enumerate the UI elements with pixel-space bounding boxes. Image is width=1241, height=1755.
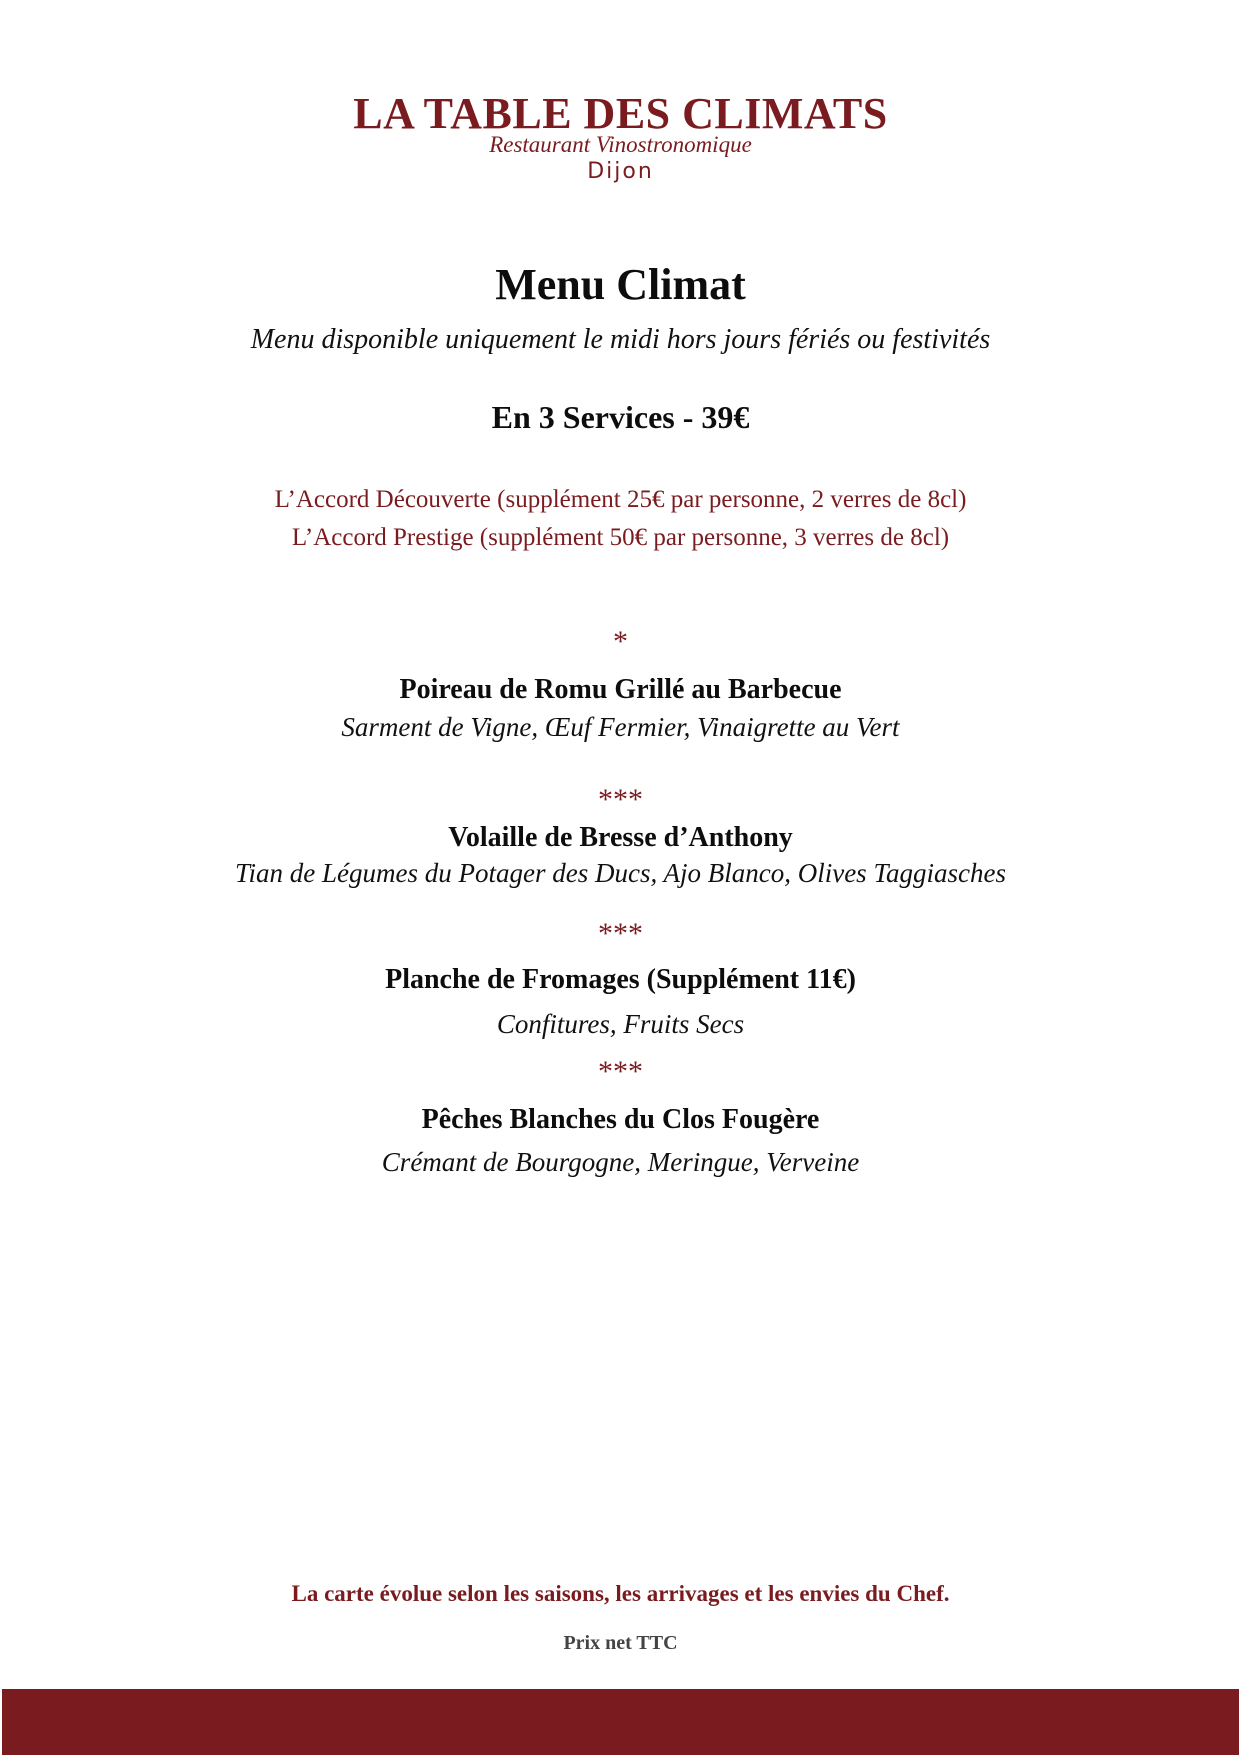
course-1-description: Sarment de Vigne, Œuf Fermier, Vinaigrette au Vert <box>341 712 900 742</box>
separator-star: * <box>613 625 628 658</box>
brand-name: LA TABLE DES CLIMATS <box>353 89 888 138</box>
pairing-decouverte: L’Accord Découverte (supplément 25€ par personne, 2 verres de 8cl) <box>274 486 967 513</box>
footer-price-note: Prix net TTC <box>563 1632 678 1654</box>
menu-price: En 3 Services - 39€ <box>491 399 750 435</box>
course-4-name: Pêches Blanches du Clos Fougère <box>421 1104 820 1135</box>
separator-stars: *** <box>598 1055 643 1088</box>
brand-city: Dijon <box>587 159 654 184</box>
course-1-name: Poireau de Romu Grillé au Barbecue <box>399 674 842 705</box>
bottom-color-band <box>2 1689 1239 1755</box>
menu-subtitle: Menu disponible uniquement le midi hors jours fériés ou festivités <box>250 324 991 355</box>
course-3-description: Confitures, Fruits Secs <box>496 1009 745 1039</box>
brand-tagline: Restaurant Vinostronomique <box>489 132 752 157</box>
course-2-name: Volaille de Bresse d’Anthony <box>448 822 793 853</box>
separator-stars: *** <box>598 917 643 950</box>
separator-stars: *** <box>598 783 643 816</box>
course-2-description: Tian de Légumes du Potager des Ducs, Ajo Blanco, Olives Taggiasches <box>235 858 1006 888</box>
menu-title: Menu Climat <box>495 260 746 309</box>
footer-note: La carte évolue selon les saisons, les arrivages et les envies du Chef. <box>291 1581 950 1606</box>
course-3-name: Planche de Fromages (Supplément 11€) <box>385 964 856 995</box>
pairing-prestige: L’Accord Prestige (supplément 50€ par personne, 3 verres de 8cl) <box>291 524 950 551</box>
course-4-description: Crémant de Bourgogne, Meringue, Verveine <box>381 1147 860 1177</box>
